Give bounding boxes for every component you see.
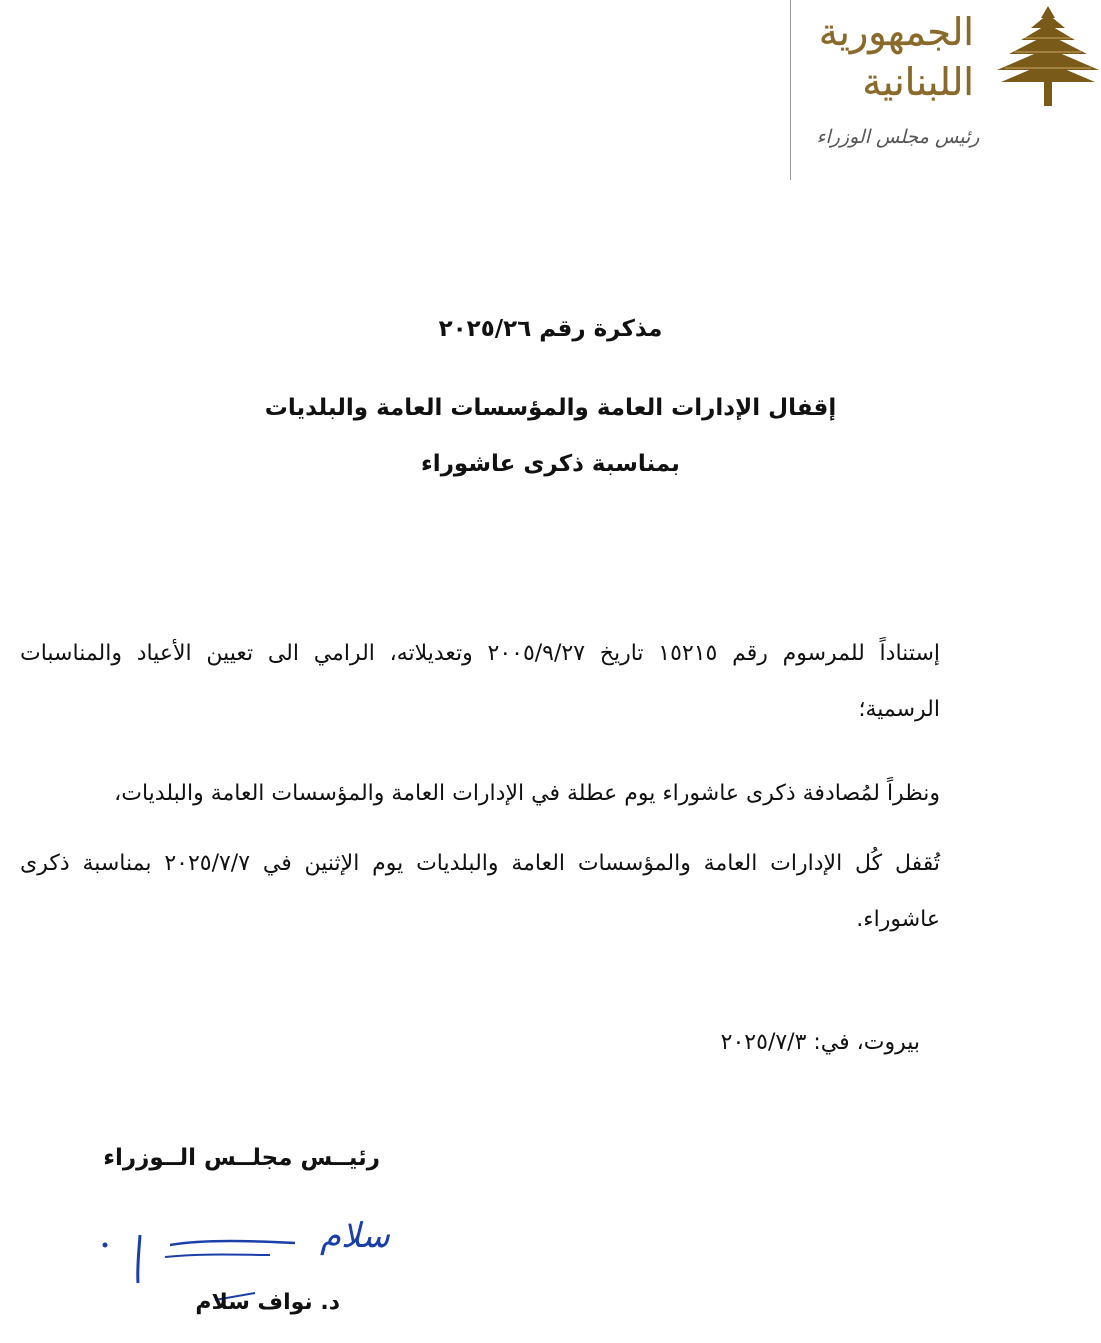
body-paragraph-decree-reference: إستناداً للمرسوم رقم ١٥٢١٥ تاريخ ٢٠٠٥/٩/٢٧ وتعديلاته، الرامي الى تعيين الأعياد والمناسبات الرسمية؛ <box>20 641 940 722</box>
emblem-line1: الجمهورية <box>818 10 974 54</box>
emblem-line2: اللبنانية <box>862 60 974 104</box>
letterhead-divider <box>790 0 791 180</box>
cedar-tree-icon <box>995 4 1101 108</box>
signatory-name: د. نواف سلام <box>195 1290 340 1315</box>
body-paragraph-closure-decision: تُقفل كُل الإدارات العامة والمؤسسات العامة والبلديات يوم الإثنين في ٢٠٢٥/٧/٧ بمناسبة ذكرى عاشوراء. <box>20 851 940 932</box>
place-and-date: بيروت، في: ٢٠٢٥/٧/٣ <box>720 1030 920 1055</box>
body-paragraph-coincidence: ونظراً لمُصادفة ذكرى عاشوراء يوم عطلة في الإدارات العامة والمؤسسات العامة والبلديات، <box>114 781 940 806</box>
letterhead <box>790 0 1101 180</box>
signature-script: سلام <box>320 1216 390 1256</box>
memo-title-line1: إقفال الإدارات العامة والمؤسسات العامة والبلديات <box>264 395 837 421</box>
signatory-title: رئيــس مجلــس الــوزراء <box>103 1145 380 1171</box>
republic-emblem-text-logo <box>814 0 984 110</box>
memo-number: مذكرة رقم ٢٠٢٥/٢٦ <box>438 316 663 342</box>
memo-title-line2: بمناسبة ذكرى عاشوراء <box>421 451 680 477</box>
office-of-prime-minister-label: رئيس مجلس الوزراء <box>816 126 980 148</box>
